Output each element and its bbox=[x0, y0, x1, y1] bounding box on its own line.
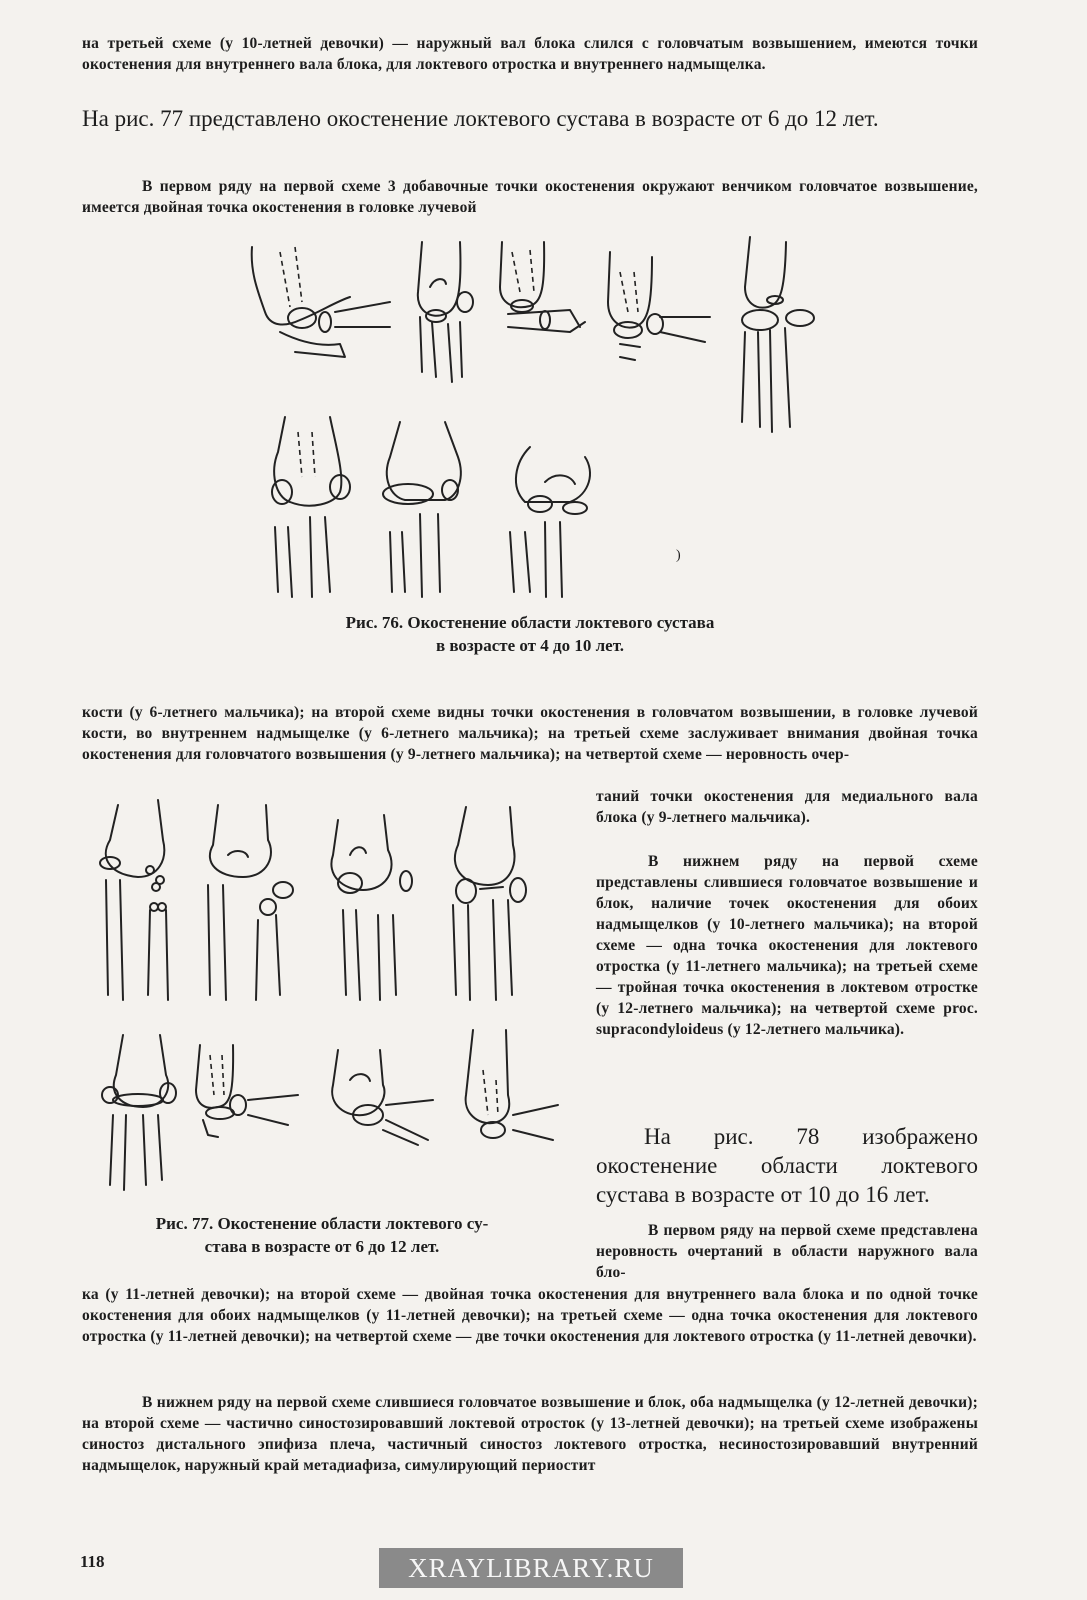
fig76-elbow-6 bbox=[272, 417, 350, 597]
paragraph-2: На рис. 77 представлено окостенение локтевого сустава в возрасте от 6 до 12 лет. bbox=[82, 106, 879, 131]
fig77-elbow-1 bbox=[100, 800, 168, 1000]
fig76-elbow-3 bbox=[500, 242, 585, 332]
fig76-elbow-2 bbox=[418, 242, 473, 382]
fig76-caption-line1: Рис. 76. Окостенение области локтевого сустава bbox=[345, 613, 715, 632]
paragraph-7-start: В первом ряду на первой схеме представлена неровность очертаний в области наружного вала бло- bbox=[596, 1222, 978, 1281]
fig77-elbow-2 bbox=[208, 805, 293, 1000]
figure-76-drawings bbox=[240, 232, 840, 602]
fig76-elbow-1 bbox=[252, 247, 390, 357]
fig77-caption-line2: става в возрасте от 6 до 12 лет. bbox=[204, 1237, 440, 1256]
fig77-elbow-6 bbox=[196, 1045, 298, 1137]
fig76-elbow-5 bbox=[742, 237, 814, 432]
paragraph-4-cont: таний точки окостенения для медиального вала блока (у 9-летнего мальчика). bbox=[596, 788, 978, 826]
page-number: 118 bbox=[80, 1552, 105, 1571]
paragraph-3: В первом ряду на первой схеме 3 добавочные точки окостенения окружают венчиком головчатое возвышение, имеется двойная точка окостенения в головке лучевой bbox=[82, 178, 978, 216]
fig77-caption-line1: Рис. 77. Окостенение области локтевого су- bbox=[155, 1214, 489, 1233]
paragraph-1: на третьей схеме (у 10-летней девочки) — наружный вал блока слился с головчатым возвышением, имеются точки окостенения для внутреннего вала блока, для локтевого отростка и внутреннего надмыщелка. bbox=[82, 35, 978, 73]
fig77-elbow-3 bbox=[331, 815, 412, 1000]
fig76-elbow-4 bbox=[608, 252, 710, 360]
paragraph-4: кости (у 6-летнего мальчика); на второй схеме видны точки окостенения в головчатом возвышении, в головке лучевой кости, во внутреннем надмыщелке (у 6-летнего мальчика); на третьей схеме заслуживает внимания двойная точка окостенения для головчатого возвышения (у 9-летнего мальчика); на четвертой схеме — неровность очер- bbox=[82, 704, 978, 763]
fig76-elbow-7 bbox=[383, 422, 461, 597]
paragraph-8: В нижнем ряду на первой схеме слившиеся головчатое возвышение и блок, оба надмыщелка (у 12-летней девочки); на второй схеме — частично синостозировавший локтевой отросток (у 13-летней девочки); на третьей схеме изображены синостоз дистального эпифиза плеча, частичный синостоз локтевого отростка, несиностозировавший внутренний надмыщелок, наружный край метадиафиза, симулирующий периостит bbox=[82, 1394, 978, 1474]
paragraph-7: ка (у 11-летней девочки); на второй схеме — двойная точка окостенения для внутреннего вала блока и по одной точке окостенения для обоих надмыщелков (у 11-летней девочки); на третьей схеме — одна точка окостенения для локтевого отростка (у 11-летней девочки); на четвертой схеме — две точки окостенения для локтевого отростка (у 11-летней девочки). bbox=[82, 1286, 978, 1345]
paragraph-6: На рис. 78 изображено окостенение области локтевого сустава в возрасте от 10 до 16 лет. bbox=[596, 1124, 978, 1207]
fig77-elbow-8 bbox=[466, 1030, 558, 1140]
paragraph-5: В нижнем ряду на первой схеме представлены слившиеся головчатое возвышение и блок, наличие точек окостенения для обоих надмыщелков (у 10-летнего мальчика); на второй схеме — одна точка окостенения для локтевого отростка (у 11-летнего мальчика); на третьей схеме — тройная точка окостенения в локтевом отростке (у 12-летнего мальчика); на четвертой схеме proc. supracondyloideus (у 12-летнего мальчика). bbox=[596, 853, 978, 1038]
fig76-elbow-8 bbox=[510, 447, 590, 597]
fig76-mark: ) bbox=[676, 548, 681, 563]
figure-77-caption bbox=[78, 1212, 566, 1258]
figure-76-caption bbox=[220, 611, 840, 657]
fig77-elbow-4 bbox=[453, 807, 526, 1000]
watermark-banner: XRAYLIBRARY.RU bbox=[379, 1548, 683, 1588]
fig77-elbow-5 bbox=[102, 1035, 176, 1190]
fig76-caption-line2: в возрасте от 4 до 10 лет. bbox=[435, 636, 625, 655]
figure-77-drawings bbox=[88, 795, 578, 1195]
fig77-elbow-7 bbox=[332, 1050, 433, 1145]
